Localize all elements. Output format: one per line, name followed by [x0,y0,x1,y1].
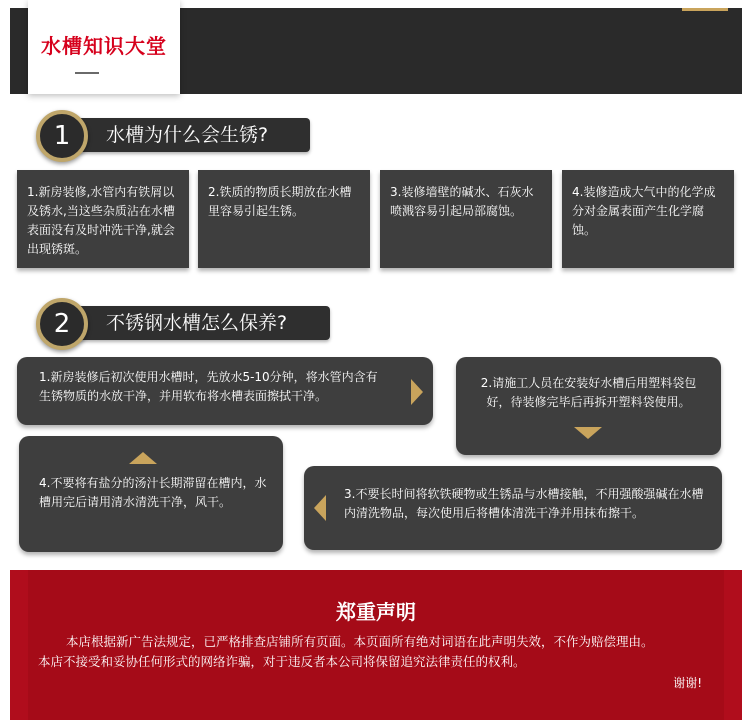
arrow-down-icon [574,427,602,439]
care-tip-1-text: 1.新房装修后初次使用水槽时，先放水5-10分钟，将水管内含有生锈物质的水放干净，并用软布将水槽表面擦拭干净。 [39,370,378,403]
header-tab [28,0,180,94]
arrow-right-icon [411,379,423,405]
section-2-number-badge: 2 [36,298,88,350]
section-1-number-badge: 1 [36,110,88,162]
section-1-header [60,118,310,152]
arrow-up-icon [129,452,157,464]
decorative-dash [682,8,728,11]
section-2-title: 不锈钢水槽怎么保养? [106,312,288,334]
notice-line-1: 本店根据新广告法规定，已严格排查店铺所有页面。本页面所有绝对词语在此声明失效，不作为赔偿理由。 [66,634,654,649]
notice-thanks: 谢谢! [673,676,702,690]
rust-cause-1: 1.新房装修,水管内有铁屑以及锈水,当这些杂质沾在水槽表面没有及时冲洗干净,就会出现锈斑。 [17,170,189,268]
care-tip-2 [456,357,721,455]
care-tip-3 [304,466,722,550]
section-2-header [60,306,330,340]
care-tip-1 [17,357,433,425]
rust-cause-4: 4.装修造成大气中的化学成分对金属表面产生化学腐蚀。 [562,170,734,268]
notice-line-2: 本店不接受和妥协任何形式的网络诈骗，对于违反者本公司将保留追究法律责任的权利。 [38,654,526,669]
rust-cause-2: 2.铁质的物质长期放在水槽里容易引起生锈。 [198,170,370,268]
care-tip-2-text: 2.请施工人员在安装好水槽后用塑料袋包好，待装修完毕后再拆开塑料袋使用。 [480,376,697,409]
section-1-title: 水槽为什么会生锈? [106,124,269,146]
care-tip-4-text: 4.不要将有盐分的汤汁长期滞留在槽内，水槽用完后请用清水清洗干净，风干。 [39,476,267,509]
arrow-left-icon [314,495,326,521]
page-title: 水槽知识大堂 [41,34,167,58]
notice-panel [10,570,742,720]
care-tip-3-text: 3.不要长时间将软铁硬物或生锈品与水槽接触，不用强酸强碱在水槽内清洗物品，每次使用后将槽体清洗干净并用抹布擦干。 [344,487,704,520]
rust-cause-3: 3.装修墙壁的碱水、石灰水喷溅容易引起局部腐蚀。 [380,170,552,268]
care-tip-4 [19,436,283,552]
notice-title: 郑重声明 [336,600,416,624]
title-underline [75,72,99,74]
